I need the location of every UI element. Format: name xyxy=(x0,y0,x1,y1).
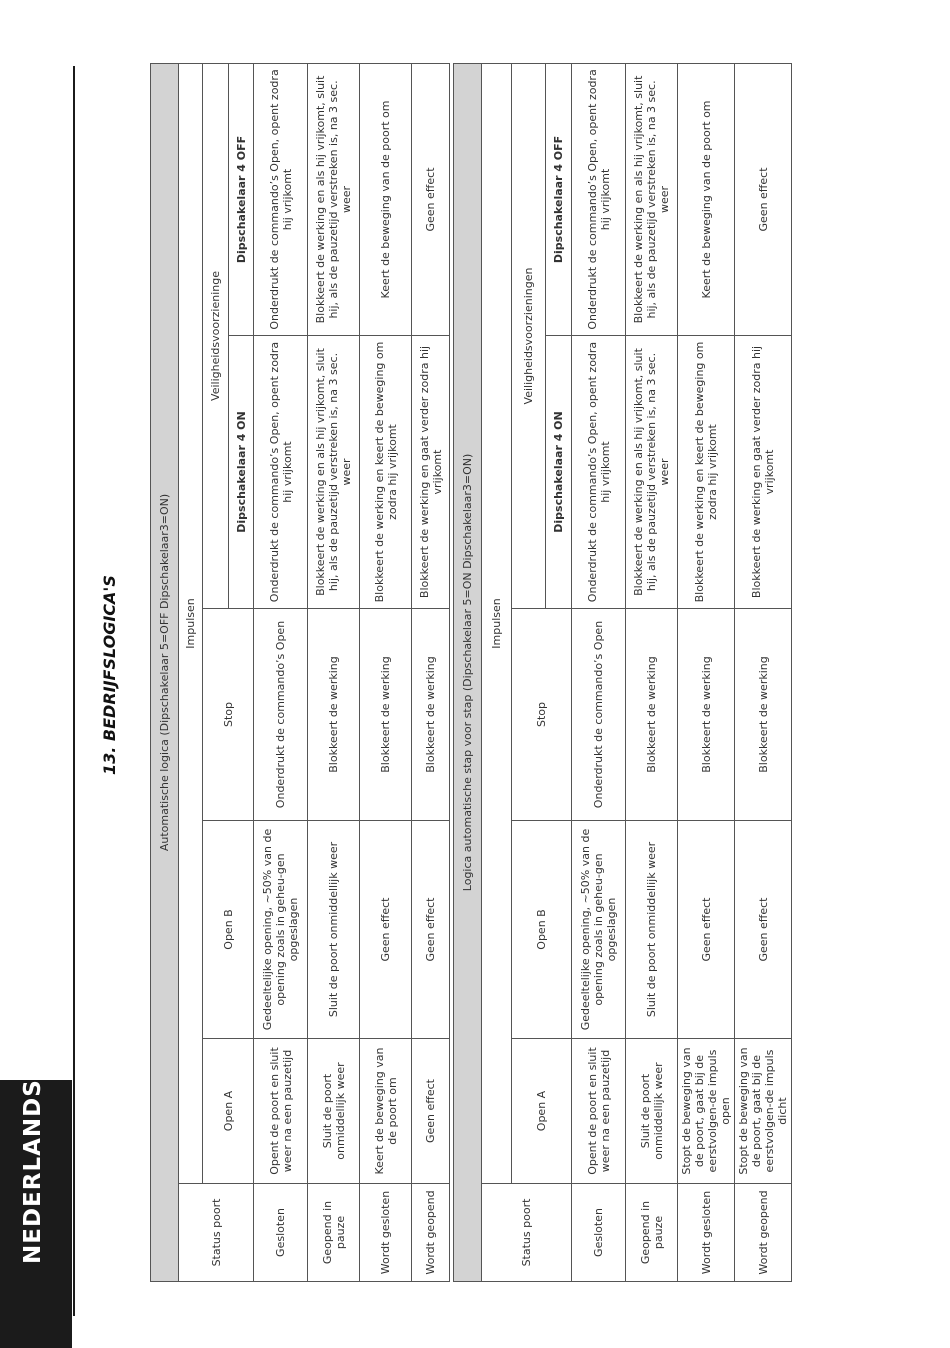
col-header-stop: Stop xyxy=(512,609,572,821)
table-step-logic xyxy=(453,63,792,1282)
cell-stop: Blokkeert de werking xyxy=(360,609,412,821)
cell-dip-on: Onderdrukt de commando’s Open, opent zodra hij vrijkomt xyxy=(254,336,308,609)
cell-stop: Blokkeert de werking xyxy=(678,609,735,821)
cell-stop: Blokkeert de werking xyxy=(308,609,360,821)
cell-open-b: Gedeeltelijke opening, ~50% van de opening zoals in geheu-gen opgeslagen xyxy=(572,821,626,1039)
cell-open-a: Sluit de poort onmiddellijk weer xyxy=(626,1039,678,1184)
col-header-status: Status poort xyxy=(179,1184,254,1282)
cell-status: Wordt gesloten xyxy=(678,1184,735,1282)
cell-status: Wordt gesloten xyxy=(360,1184,412,1282)
table-title: Automatische logica (Dipschakelaar 5=OFF Dipschakelaar3=ON) xyxy=(151,63,179,1281)
header-row xyxy=(179,63,203,1281)
cell-dip-off: Onderdrukt de commando’s Open, opent zodra hij vrijkomt xyxy=(572,63,626,335)
cell-status: Geopend in pauze xyxy=(626,1184,678,1282)
cell-stop: Blokkeert de werking xyxy=(412,609,450,821)
language-tab-label: NEDERLANDS xyxy=(20,1079,46,1264)
cell-open-b: Geen effect xyxy=(412,821,450,1039)
table-row xyxy=(412,63,450,1281)
col-header-status: Status poort xyxy=(482,1184,572,1282)
cell-status: Gesloten xyxy=(572,1184,626,1282)
margin-rule xyxy=(73,66,75,1316)
cell-open-a: Opent de poort en sluit weer na een pauzetijd xyxy=(572,1039,626,1184)
table-row xyxy=(572,63,626,1281)
col-header-open-b: Open B xyxy=(512,821,572,1039)
header-row xyxy=(512,63,546,1281)
col-header-dip-off: Dipschakelaar 4 OFF xyxy=(229,63,254,335)
table-title: Logica automatische stap voor stap (Dipschakelaar 5=ON Dipschakelaar3=ON) xyxy=(454,63,482,1281)
table-row xyxy=(678,63,735,1281)
cell-dip-on: Blokkeert de werking en keert de beweging om zodra hij vrijkomt xyxy=(360,336,412,609)
cell-open-b: Geen effect xyxy=(360,821,412,1039)
table-row xyxy=(626,63,678,1281)
cell-dip-off: Keert de beweging van de poort om xyxy=(678,63,735,335)
cell-dip-off: Geen effect xyxy=(735,63,792,335)
cell-dip-off: Keert de beweging van de poort om xyxy=(360,63,412,335)
cell-open-b: Geen effect xyxy=(735,821,792,1039)
cell-stop: Onderdrukt de commando’s Open xyxy=(572,609,626,821)
cell-dip-off: Blokkeert de werking en als hij vrijkomt, sluit hij, als de pauzetijd verstreken is, na 3 sec. weer xyxy=(626,63,678,335)
cell-open-a: Opent de poort en sluit weer na een pauzetijd xyxy=(254,1039,308,1184)
col-header-impulsen: Impulsen xyxy=(482,63,512,1183)
cell-open-b: Gedeeltelijke opening, ~50% van de opening zoals in geheu-gen opgeslagen xyxy=(254,821,308,1039)
col-header-open-a: Open A xyxy=(512,1039,572,1184)
col-header-safety: Veiligheidsvoorzieningen xyxy=(512,63,546,608)
col-header-dip-on: Dipschakelaar 4 ON xyxy=(546,336,572,609)
table-title-row xyxy=(454,63,482,1281)
col-header-open-b: Open B xyxy=(203,821,254,1039)
col-header-stop: Stop xyxy=(203,609,254,821)
cell-dip-on: Blokkeert de werking en keert de beweging om zodra hij vrijkomt xyxy=(678,336,735,609)
cell-dip-off: Geen effect xyxy=(412,63,450,335)
cell-open-a: Stopt de beweging van de poort, gaat bij de eerstvolgen-de impuls open xyxy=(678,1039,735,1184)
cell-dip-on: Blokkeert de werking en gaat verder zodra hij vrijkomt xyxy=(412,336,450,609)
cell-status: Geopend in pauze xyxy=(308,1184,360,1282)
col-header-impulsen: Impulsen xyxy=(179,63,203,1183)
col-header-dip-on: Dipschakelaar 4 ON xyxy=(229,336,254,609)
cell-open-a: Keert de beweging van de poort om xyxy=(360,1039,412,1184)
cell-open-a: Sluit de poort onmiddellijk weer xyxy=(308,1039,360,1184)
cell-dip-on: Onderdrukt de commando’s Open, opent zodra hij vrijkomt xyxy=(572,336,626,609)
table-title-row xyxy=(151,63,179,1281)
table-row xyxy=(308,63,360,1281)
col-header-dip-off: Dipschakelaar 4 OFF xyxy=(546,63,572,335)
cell-stop: Onderdrukt de commando’s Open xyxy=(254,609,308,821)
cell-dip-on: Blokkeert de werking en als hij vrijkomt, sluit hij, als de pauzetijd verstreken is, na 3 sec. weer xyxy=(626,336,678,609)
cell-open-b: Sluit de poort onmiddellijk weer xyxy=(626,821,678,1039)
cell-open-b: Geen effect xyxy=(678,821,735,1039)
cell-status: Gesloten xyxy=(254,1184,308,1282)
col-header-safety: Veiligheidsvoorzieninge xyxy=(203,63,229,608)
cell-status: Wordt geopend xyxy=(735,1184,792,1282)
table-automatic-logic-wrapper xyxy=(150,64,450,1282)
cell-dip-on: Blokkeert de werking en gaat verder zodra hij vrijkomt xyxy=(735,336,792,609)
col-header-open-a: Open A xyxy=(203,1039,254,1184)
table-row xyxy=(735,63,792,1281)
header-row xyxy=(203,63,229,1281)
cell-status: Wordt geopend xyxy=(412,1184,450,1282)
cell-dip-off: Onderdrukt de commando’s Open, opent zodra hij vrijkomt xyxy=(254,63,308,335)
cell-open-a: Geen effect xyxy=(412,1039,450,1184)
table-step-logic-wrapper xyxy=(453,64,792,1282)
cell-dip-off: Blokkeert de werking en als hij vrijkomt, sluit hij, als de pauzetijd verstreken is, na 3 sec. weer xyxy=(308,63,360,335)
cell-open-a: Stopt de beweging van de poort, gaat bij de eerstvolgen-de impuls dicht xyxy=(735,1039,792,1184)
cell-stop: Blokkeert de werking xyxy=(626,609,678,821)
cell-open-b: Sluit de poort onmiddellijk weer xyxy=(308,821,360,1039)
table-row xyxy=(254,63,308,1281)
cell-stop: Blokkeert de werking xyxy=(735,609,792,821)
table-automatic-logic xyxy=(150,63,450,1282)
header-row xyxy=(482,63,512,1281)
cell-dip-on: Blokkeert de werking en als hij vrijkomt, sluit hij, als de pauzetijd verstreken is, na 3 sec. weer xyxy=(308,336,360,609)
table-row xyxy=(360,63,412,1281)
section-title: 13. BEDRIJFSLOGICA'S xyxy=(100,575,119,775)
